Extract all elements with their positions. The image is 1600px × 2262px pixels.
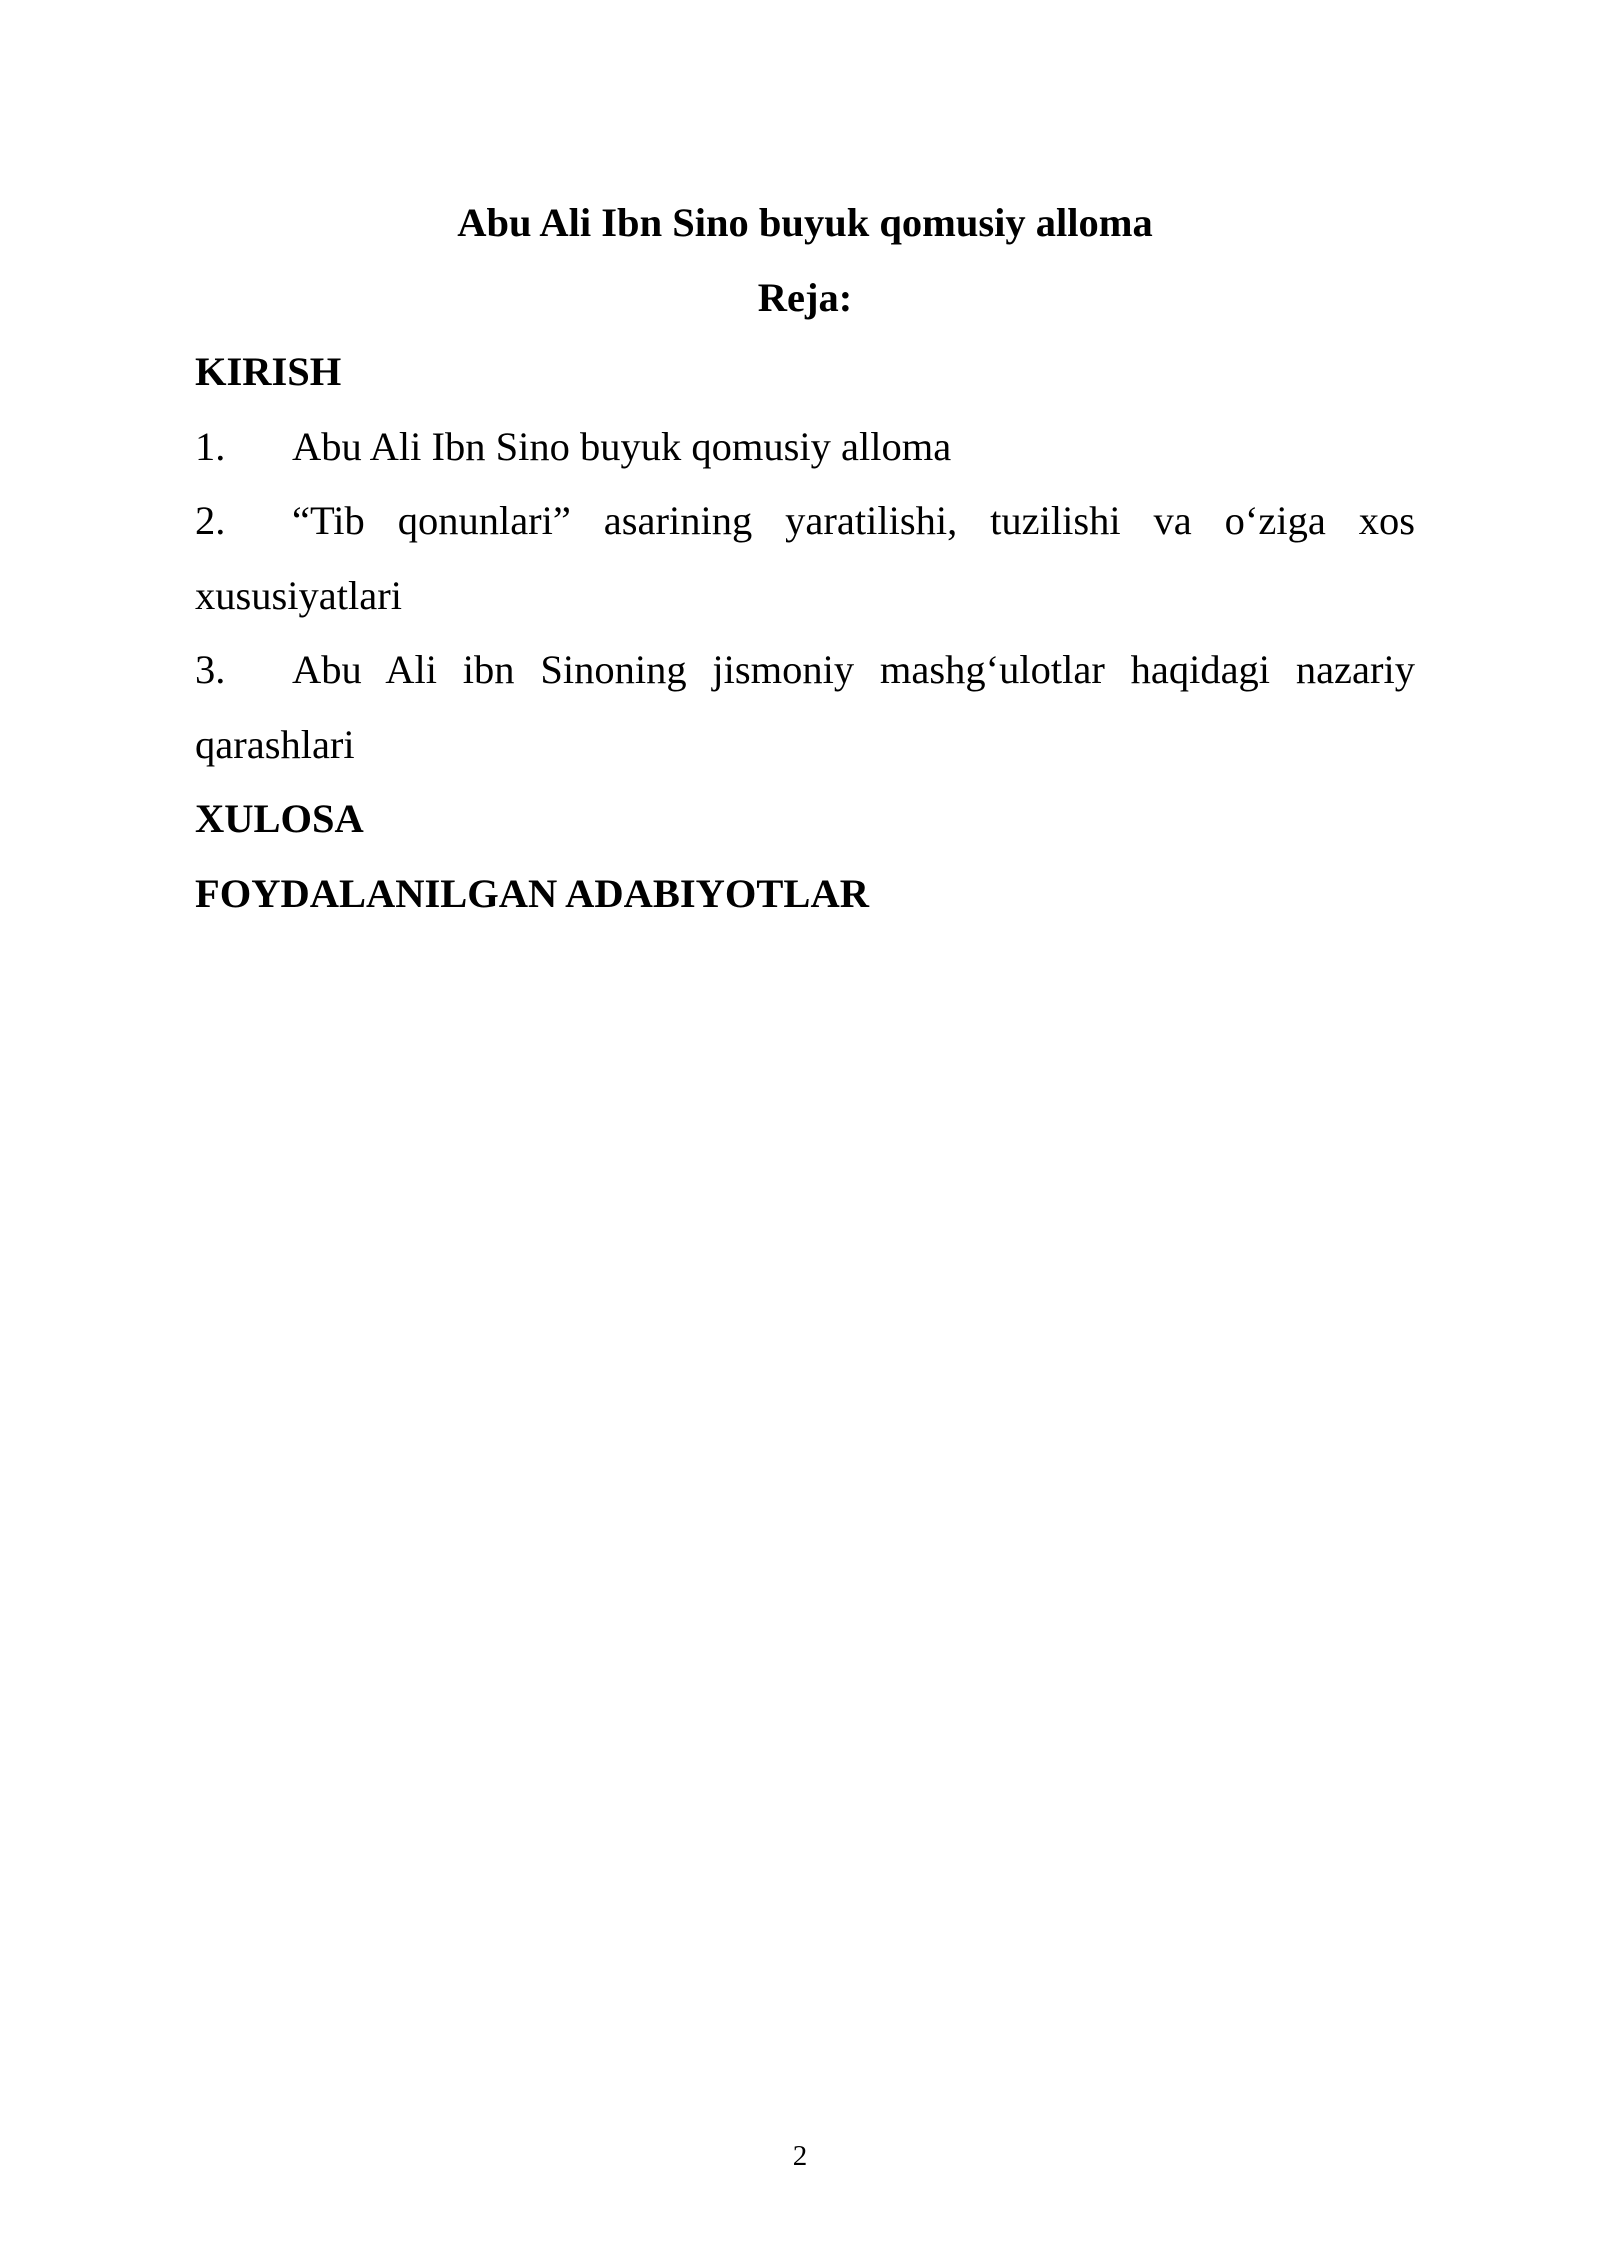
- plan-item-text: Abu Ali Ibn Sino buyuk qomusiy alloma: [292, 423, 952, 469]
- plan-label: Reja:: [757, 274, 853, 320]
- plan-item-2-continuation: xususiyatlari: [195, 572, 402, 618]
- document-content: [195, 186, 1415, 931]
- section-references: FOYDALANILGAN ADABIYOTLAR: [195, 870, 869, 916]
- plan-item-text: “Tib qonunlari” asarining yaratilishi, tuzilishi va o‘ziga xos: [292, 498, 1415, 543]
- plan-item-number: 2.: [195, 498, 226, 543]
- section-intro: KIRISH: [195, 349, 342, 394]
- plan-item-2: [195, 484, 1415, 559]
- page-number: 2: [792, 2140, 808, 2172]
- plan-item-3: [195, 633, 1415, 708]
- plan-item-number: 3.: [195, 647, 226, 692]
- plan-item-3-continuation: qarashlari: [195, 721, 355, 767]
- section-conclusion: XULOSA: [195, 796, 364, 841]
- document-title: Abu Ali Ibn Sino buyuk qomusiy alloma: [457, 200, 1153, 245]
- plan-item-text: Abu Ali ibn Sinoning jismoniy mashg‘ulotlar haqidagi nazariy: [292, 647, 1415, 692]
- plan-item-number: 1.: [195, 423, 226, 469]
- plan-item-1: [195, 410, 1415, 485]
